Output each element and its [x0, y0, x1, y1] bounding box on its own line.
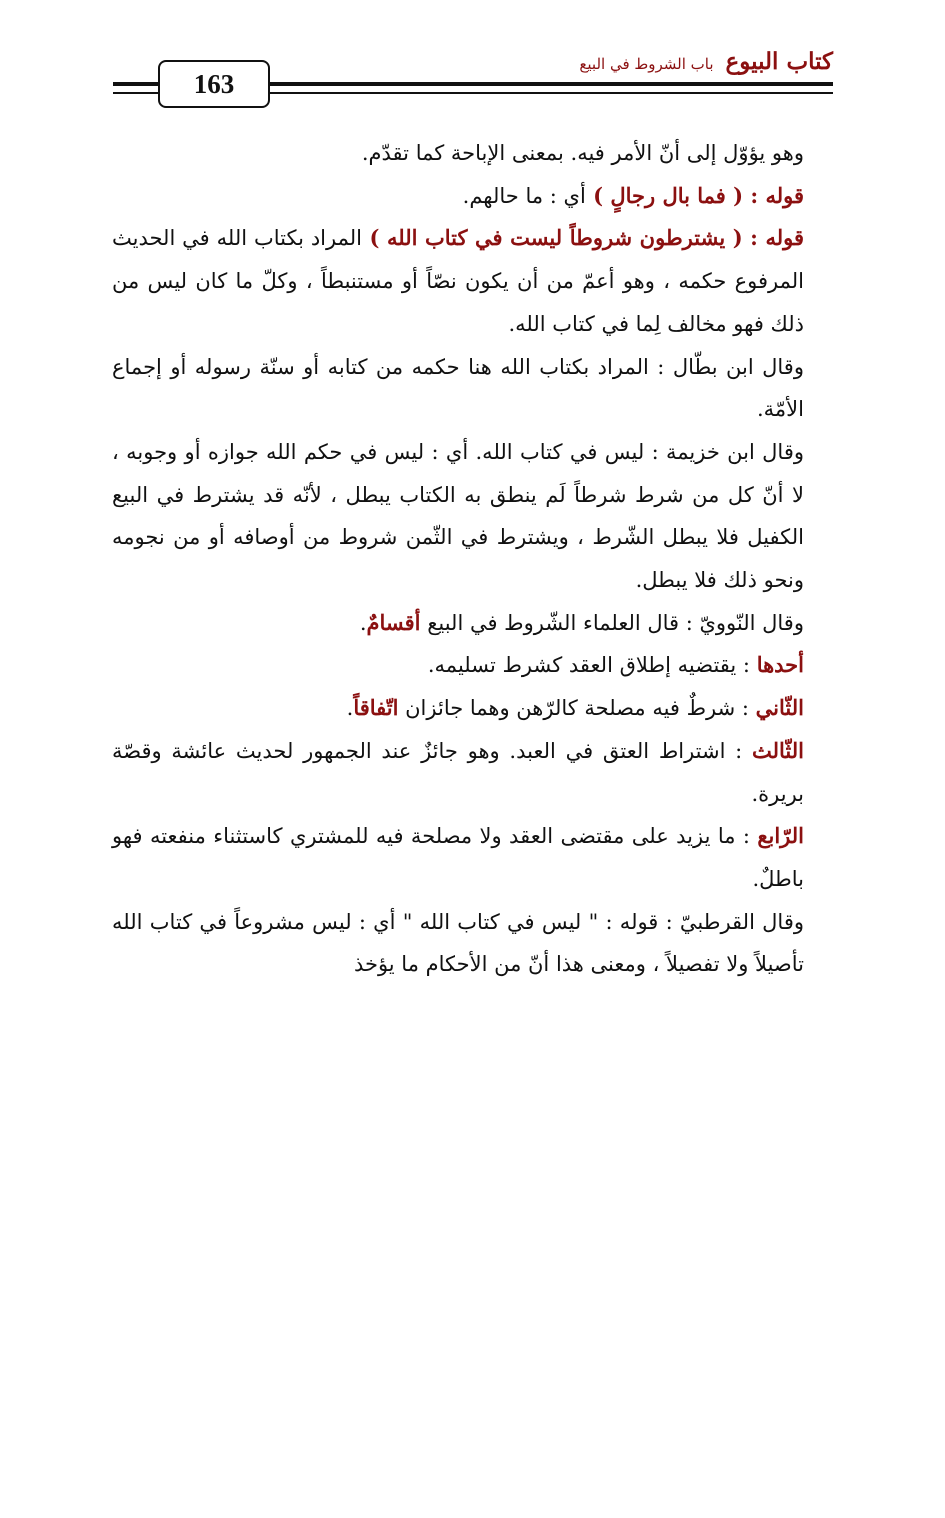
paragraph-text: : يقتضيه إطلاق العقد كشرط تسليمه. — [427, 653, 757, 678]
highlighted-term: الثّاني — [755, 695, 804, 721]
paragraph-text: وقال ابن خزيمة : ليس في كتاب الله. أي : ليس في حكم الله جوازه أو وجوبه ، لا أنّ كل من شرط شرطاً لَم ينطق به الكتاب يبطل ، لأنّه قد يشترط في البيع الكفيل فلا يبطل الشّرط ، ويشترط في الثّمن شروط من أوصافه أو من نجومه ونحو ذلك فلا يبطل. — [112, 439, 804, 593]
paragraph-text: : ما يزيد على مقتضى العقد ولا مصلحة فيه للمشتري كاستثناء منفعته فهو باطلٌ. — [112, 824, 804, 891]
paragraph-text: وقال النّوويّ : قال العلماء الشّروط في البيع — [420, 610, 804, 635]
paragraph-text: : اشتراط العتق في العبد. وهو جائزٌ عند الجمهور لحديث عائشة وقصّة بريرة. — [112, 738, 804, 806]
paragraph-text: وقال القرطبيّ : قوله : " ليس في كتاب الله " أي : ليس مشروعاً في كتاب الله تأصيلاً ولا تفصيلاً ، ومعنى هذا أنّ من الأحكام ما يؤخذ — [112, 909, 804, 977]
page-number: 163 — [158, 60, 270, 108]
paragraph — [112, 346, 834, 431]
paragraph — [112, 431, 834, 602]
paragraph — [112, 644, 834, 687]
page-header — [113, 48, 833, 112]
paragraph — [112, 132, 834, 175]
paragraph — [112, 687, 834, 730]
highlighted-term: اتّفاقاً — [353, 695, 399, 721]
paragraph — [112, 175, 834, 218]
paragraph-text: المراد بكتاب الله في الحديث المرفوع حكمه ، وهو أعمّ من أن يكون نصّاً أو مستنبطاً ، وكلّ ما كان ليس من ذلك فهو مخالف لِما في كتاب الله. — [112, 226, 804, 336]
paragraph — [112, 730, 834, 815]
paragraph-text: . — [359, 610, 367, 635]
paragraph-text: وقال ابن بطّال : المراد بكتاب الله هنا حكمه من كتابه أو سنّة رسوله أو إجماع الأمّة. — [112, 354, 804, 422]
page-body — [112, 132, 834, 986]
highlighted-term: قوله : ( يشترطون شروطاً ليست في كتاب الله ) — [361, 225, 805, 251]
highlighted-term: أقسامٌ — [366, 609, 421, 635]
running-head — [571, 48, 833, 78]
paragraph — [112, 815, 834, 900]
paragraph — [112, 901, 834, 986]
paragraph — [112, 602, 834, 645]
highlighted-term: الرّابع — [757, 823, 804, 849]
book-title: كتاب البيوع — [725, 48, 833, 75]
highlighted-term: الثّالث — [752, 737, 804, 763]
chapter-title: باب الشروط في البيع — [579, 55, 714, 73]
highlighted-term: قوله : ( فما بال رجالٍ ) — [585, 182, 804, 208]
paragraph-text: : شرطٌ فيه مصلحة كالرّهن وهما جائزان — [398, 696, 756, 721]
paragraph — [112, 217, 834, 345]
highlighted-term: أحدها — [756, 652, 804, 678]
paragraph-text: أي : ما حالهم. — [462, 183, 586, 208]
paragraph-text: . — [346, 696, 354, 721]
paragraph-text: وهو يؤوّل إلى أنّ الأمر فيه. بمعنى الإباحة كما تقدّم. — [361, 141, 804, 165]
